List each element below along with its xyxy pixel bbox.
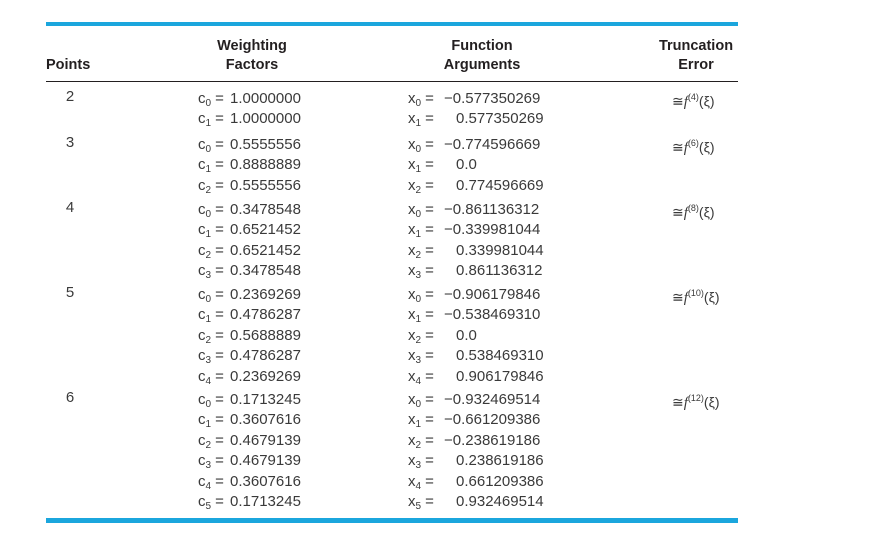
- approx-sign: ≅: [672, 93, 684, 109]
- header-args-line1: Function: [451, 38, 513, 54]
- weight-value: 0.5688889: [230, 326, 301, 344]
- symbol-x: x: [408, 156, 416, 174]
- truncation-error-cell: [672, 388, 720, 413]
- function-arguments-cell: [408, 285, 544, 387]
- argument-line: [408, 472, 544, 492]
- weight-line: [198, 220, 301, 240]
- symbol-x: x: [408, 90, 416, 107]
- equals-sign: =: [425, 136, 434, 153]
- subscript-index: 1: [415, 229, 422, 241]
- symbol-x: x: [408, 136, 416, 153]
- weight-line: [198, 305, 301, 325]
- argument-value: −0.932469514: [444, 391, 541, 408]
- argument-symbol: [408, 176, 444, 201]
- weight-value: 0.5555556: [230, 136, 301, 153]
- header-args-line2: Arguments: [443, 57, 521, 73]
- symbol-x: x: [408, 306, 416, 324]
- equals-sign: =: [215, 110, 224, 128]
- symbol-x: x: [408, 411, 416, 429]
- subscript-index: 1: [205, 164, 212, 176]
- xi-argument: (ξ): [703, 289, 720, 305]
- truncation-error-cell: [672, 133, 715, 158]
- subscript-index: 4: [205, 375, 212, 387]
- weight-line: [198, 492, 301, 512]
- argument-symbol: [408, 109, 444, 134]
- argument-line: [408, 492, 544, 512]
- subscript-index: 4: [415, 480, 422, 492]
- subscript-index: 3: [415, 270, 422, 282]
- symbol-c: c: [198, 347, 206, 365]
- symbol-c: c: [198, 472, 206, 490]
- equals-sign: =: [425, 347, 434, 365]
- subscript-index: 1: [415, 314, 422, 326]
- argument-value: 0.238619186: [456, 452, 544, 470]
- equals-sign: =: [425, 241, 434, 259]
- weight-value: 0.4679139: [230, 452, 301, 470]
- argument-value: −0.538469310: [444, 306, 541, 324]
- subscript-index: 4: [205, 480, 212, 492]
- subscript-index: 0: [415, 294, 422, 305]
- subscript-index: 2: [415, 249, 422, 261]
- weight-line: [198, 285, 301, 305]
- equals-sign: =: [425, 452, 434, 470]
- argument-line: [408, 155, 544, 175]
- function-f: f: [683, 290, 688, 306]
- symbol-x: x: [408, 176, 416, 194]
- symbol-x: x: [408, 367, 416, 385]
- derivative-order: (6): [687, 138, 699, 148]
- header-err-line1: Truncation: [658, 38, 734, 54]
- symbol-c: c: [198, 492, 206, 510]
- symbol-x: x: [408, 241, 416, 259]
- subscript-index: 0: [205, 98, 212, 109]
- weighting-factors-cell: [198, 285, 301, 387]
- subscript-index: 0: [415, 209, 422, 220]
- equals-sign: =: [425, 326, 434, 344]
- equals-sign: =: [215, 176, 224, 194]
- argument-value: 0.906179846: [456, 367, 544, 385]
- derivative-order: (12): [687, 393, 704, 403]
- weight-line: [198, 261, 301, 281]
- subscript-index: 0: [205, 144, 212, 155]
- argument-value: −0.238619186: [444, 431, 541, 449]
- equals-sign: =: [425, 367, 434, 385]
- weight-line: [198, 135, 301, 155]
- function-f: f: [683, 140, 688, 156]
- argument-symbol: [408, 367, 444, 392]
- argument-value: 0.0: [456, 326, 477, 344]
- symbol-x: x: [408, 201, 416, 218]
- weighting-factors-cell: [198, 200, 301, 282]
- symbol-x: x: [408, 391, 416, 408]
- equals-sign: =: [425, 431, 434, 449]
- weight-value: 0.5555556: [230, 176, 301, 194]
- xi-argument: (ξ): [698, 93, 715, 109]
- weight-line: [198, 451, 301, 471]
- subscript-index: 4: [415, 375, 422, 387]
- argument-value: −0.339981044: [444, 221, 541, 239]
- header-err-line2: Error: [678, 57, 714, 73]
- argument-value: 0.0: [456, 156, 477, 174]
- argument-value: −0.861136312: [444, 201, 540, 218]
- weight-value: 0.1713245: [230, 492, 301, 510]
- argument-line: [408, 346, 544, 366]
- weight-symbol: [198, 109, 230, 134]
- argument-line: [408, 135, 544, 155]
- weight-line: [198, 241, 301, 261]
- argument-line: [408, 326, 544, 346]
- argument-line: [408, 390, 544, 410]
- subscript-index: 0: [205, 399, 212, 410]
- subscript-index: 2: [205, 439, 212, 451]
- weight-value: 1.0000000: [230, 90, 301, 107]
- argument-value: 0.861136312: [456, 262, 543, 280]
- header-function-arguments: [420, 37, 544, 75]
- weight-value: 0.3478548: [230, 262, 301, 280]
- argument-line: [408, 200, 544, 220]
- equals-sign: =: [215, 221, 224, 239]
- header-truncation-error: [644, 37, 748, 75]
- subscript-index: 1: [205, 118, 212, 130]
- argument-line: [408, 176, 544, 196]
- approx-sign: ≅: [672, 139, 684, 155]
- argument-line: [408, 241, 544, 261]
- symbol-x: x: [408, 347, 416, 365]
- argument-value: −0.577350269: [444, 90, 541, 107]
- weight-symbol: [198, 492, 230, 517]
- subscript-index: 3: [415, 460, 422, 472]
- argument-value: −0.774596669: [444, 136, 541, 153]
- weight-line: [198, 89, 301, 109]
- weight-value: 0.3607616: [230, 472, 301, 490]
- symbol-x: x: [408, 286, 416, 303]
- weight-line: [198, 200, 301, 220]
- argument-line: [408, 285, 544, 305]
- weight-value: 0.1713245: [230, 391, 301, 408]
- equals-sign: =: [425, 156, 434, 174]
- subscript-index: 5: [415, 500, 422, 512]
- weight-value: 1.0000000: [230, 110, 301, 128]
- truncation-error-cell: [672, 87, 715, 112]
- symbol-c: c: [198, 262, 206, 280]
- subscript-index: 0: [415, 399, 422, 410]
- equals-sign: =: [425, 411, 434, 429]
- equals-sign: =: [425, 306, 434, 324]
- equals-sign: =: [425, 262, 434, 280]
- points-cell: 2: [65, 88, 75, 105]
- approx-sign: ≅: [672, 289, 684, 305]
- equals-sign: =: [215, 241, 224, 259]
- subscript-index: 5: [205, 500, 212, 512]
- argument-line: [408, 410, 544, 430]
- equals-sign: =: [425, 110, 434, 128]
- equals-sign: =: [215, 156, 224, 174]
- argument-value: −0.906179846: [444, 286, 541, 303]
- xi-argument: (ξ): [698, 204, 715, 220]
- equals-sign: =: [425, 391, 434, 408]
- symbol-c: c: [198, 110, 206, 128]
- equals-sign: =: [425, 286, 434, 303]
- function-arguments-cell: [408, 135, 544, 196]
- equals-sign: =: [425, 492, 434, 510]
- function-f: f: [683, 395, 688, 411]
- argument-value: 0.339981044: [456, 241, 544, 259]
- equals-sign: =: [215, 201, 224, 218]
- symbol-c: c: [198, 221, 206, 239]
- equals-sign: =: [215, 431, 224, 449]
- points-cell: 6: [65, 389, 75, 406]
- header-points: Points: [46, 57, 91, 73]
- weighting-factors-cell: [198, 135, 301, 196]
- weight-value: 0.3478548: [230, 201, 301, 218]
- argument-line: [408, 431, 544, 451]
- top-rule: [46, 22, 738, 26]
- equals-sign: =: [215, 136, 224, 153]
- subscript-index: 1: [415, 419, 422, 431]
- weight-line: [198, 346, 301, 366]
- function-arguments-cell: [408, 390, 544, 512]
- symbol-c: c: [198, 326, 206, 344]
- weight-value: 0.6521452: [230, 221, 301, 239]
- symbol-x: x: [408, 262, 416, 280]
- points-cell: 4: [65, 199, 75, 216]
- equals-sign: =: [215, 492, 224, 510]
- weight-line: [198, 109, 301, 129]
- weight-value: 0.4679139: [230, 431, 301, 449]
- subscript-index: 1: [415, 164, 422, 176]
- truncation-error-cell: [672, 198, 715, 223]
- equals-sign: =: [215, 262, 224, 280]
- weight-value: 0.6521452: [230, 241, 301, 259]
- argument-line: [408, 89, 544, 109]
- symbol-x: x: [408, 110, 416, 128]
- subscript-index: 1: [205, 419, 212, 431]
- argument-value: −0.661209386: [444, 411, 541, 429]
- argument-value: 0.774596669: [456, 176, 544, 194]
- approx-sign: ≅: [672, 394, 684, 410]
- symbol-c: c: [198, 391, 206, 408]
- equals-sign: =: [215, 391, 224, 408]
- equals-sign: =: [215, 367, 224, 385]
- xi-argument: (ξ): [703, 394, 720, 410]
- symbol-x: x: [408, 326, 416, 344]
- symbol-x: x: [408, 492, 416, 510]
- subscript-index: 2: [205, 184, 212, 196]
- argument-line: [408, 305, 544, 325]
- weight-line: [198, 326, 301, 346]
- approx-sign: ≅: [672, 204, 684, 220]
- function-arguments-cell: [408, 200, 544, 282]
- weight-value: 0.3607616: [230, 411, 301, 429]
- symbol-c: c: [198, 452, 206, 470]
- subscript-index: 3: [205, 270, 212, 282]
- subscript-index: 1: [415, 118, 422, 130]
- weight-line: [198, 431, 301, 451]
- equals-sign: =: [215, 286, 224, 303]
- argument-value: 0.661209386: [456, 472, 544, 490]
- weight-value: 0.4786287: [230, 306, 301, 324]
- subscript-index: 2: [415, 184, 422, 196]
- subscript-index: 0: [415, 98, 422, 109]
- weight-symbol: [198, 176, 230, 201]
- argument-line: [408, 220, 544, 240]
- symbol-x: x: [408, 472, 416, 490]
- argument-symbol: [408, 492, 444, 517]
- subscript-index: 3: [205, 460, 212, 472]
- symbol-c: c: [198, 176, 206, 194]
- header-weighting-line1: Weighting: [217, 38, 287, 54]
- symbol-c: c: [198, 241, 206, 259]
- symbol-x: x: [408, 452, 416, 470]
- equals-sign: =: [215, 90, 224, 107]
- points-cell: 5: [65, 284, 75, 301]
- weight-symbol: [198, 367, 230, 392]
- symbol-c: c: [198, 306, 206, 324]
- derivative-order: (8): [687, 203, 699, 213]
- symbol-x: x: [408, 221, 416, 239]
- argument-line: [408, 451, 544, 471]
- function-arguments-cell: [408, 89, 544, 130]
- weight-line: [198, 390, 301, 410]
- weight-line: [198, 410, 301, 430]
- equals-sign: =: [425, 221, 434, 239]
- equals-sign: =: [425, 201, 434, 218]
- bottom-rule: [46, 518, 738, 523]
- points-cell: 3: [65, 134, 75, 151]
- truncation-error-cell: [672, 283, 720, 308]
- subscript-index: 2: [415, 439, 422, 451]
- weight-value: 0.4786287: [230, 347, 301, 365]
- argument-symbol: [408, 261, 444, 286]
- symbol-c: c: [198, 136, 206, 153]
- argument-line: [408, 367, 544, 387]
- subscript-index: 2: [415, 334, 422, 346]
- subscript-index: 3: [415, 355, 422, 367]
- symbol-c: c: [198, 411, 206, 429]
- subscript-index: 2: [205, 334, 212, 346]
- subscript-index: 1: [205, 314, 212, 326]
- derivative-order: (10): [687, 288, 704, 298]
- argument-value: 0.577350269: [456, 110, 544, 128]
- equals-sign: =: [215, 452, 224, 470]
- symbol-c: c: [198, 431, 206, 449]
- equals-sign: =: [425, 472, 434, 490]
- weighting-factors-cell: [198, 390, 301, 512]
- weight-line: [198, 176, 301, 196]
- weight-line: [198, 472, 301, 492]
- equals-sign: =: [215, 306, 224, 324]
- derivative-order: (4): [687, 92, 699, 102]
- weight-line: [198, 155, 301, 175]
- weight-value: 0.8888889: [230, 156, 301, 174]
- subscript-index: 0: [415, 144, 422, 155]
- subscript-index: 0: [205, 294, 212, 305]
- subscript-index: 1: [205, 229, 212, 241]
- argument-value: 0.538469310: [456, 347, 544, 365]
- xi-argument: (ξ): [698, 139, 715, 155]
- symbol-c: c: [198, 90, 206, 107]
- equals-sign: =: [215, 326, 224, 344]
- argument-value: 0.932469514: [456, 492, 544, 510]
- subscript-index: 0: [205, 209, 212, 220]
- weight-symbol: [198, 261, 230, 286]
- equals-sign: =: [215, 347, 224, 365]
- header-weighting-line2: Factors: [225, 57, 279, 73]
- equals-sign: =: [425, 90, 434, 107]
- argument-line: [408, 261, 544, 281]
- weight-line: [198, 367, 301, 387]
- header-weighting-factors: [190, 37, 314, 75]
- equals-sign: =: [215, 411, 224, 429]
- function-f: f: [683, 205, 688, 221]
- subscript-index: 3: [205, 355, 212, 367]
- symbol-c: c: [198, 201, 206, 218]
- header-divider: [46, 81, 738, 82]
- symbol-c: c: [198, 156, 206, 174]
- symbol-c: c: [198, 286, 206, 303]
- weight-value: 0.2369269: [230, 286, 301, 303]
- symbol-c: c: [198, 367, 206, 385]
- symbol-x: x: [408, 431, 416, 449]
- argument-line: [408, 109, 544, 129]
- function-f: f: [683, 94, 688, 110]
- weight-value: 0.2369269: [230, 367, 301, 385]
- equals-sign: =: [425, 176, 434, 194]
- equals-sign: =: [215, 472, 224, 490]
- weighting-factors-cell: [198, 89, 301, 130]
- subscript-index: 2: [205, 249, 212, 261]
